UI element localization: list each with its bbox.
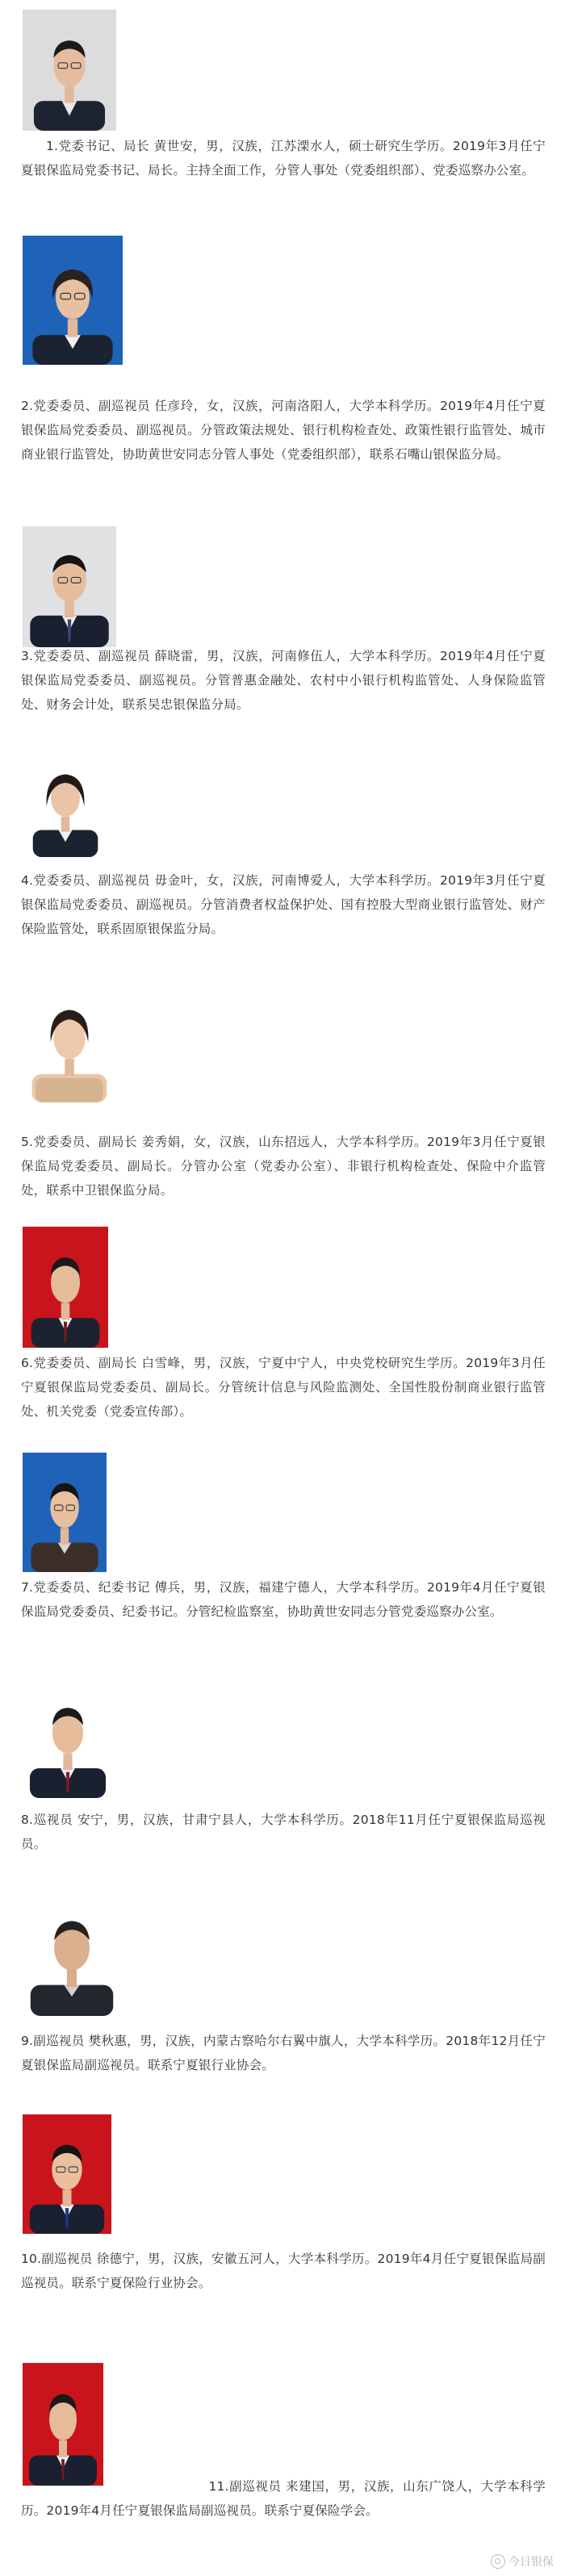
official-bio-8: 8.巡视员 安宁，男，汉族，甘肃宁县人，大学本科学历。2018年11月任宁夏银保监局巡视员。 xyxy=(21,1813,546,1851)
official-bio-5: 5.党委委员、副局长 姜秀娟，女，汉族，山东招远人，大学本科学历。2019年3月任宁夏银保监局党委委员、副局长。分管办公室（党委办公室）、非银行机构检查处、保险中介监管处，联系中卫银保监分局。 xyxy=(21,1135,546,1198)
wechat-account-icon xyxy=(491,2554,505,2569)
official-bio-10: 10.副巡视员 徐德宁，男，汉族，安徽五河人，大学本科学历。2019年4月任宁夏银保监局副巡视员。联系宁夏保险行业协会。 xyxy=(21,2252,546,2290)
watermark-text: 今日银保 xyxy=(508,2556,554,2569)
official-bio-9: 9.副巡视员 樊秋惠，男，汉族，内蒙古察哈尔右翼中旗人，大学本科学历。2018年12月任宁夏银保监局副巡视员。联系宁夏银行业协会。 xyxy=(21,2034,546,2072)
official-portrait-3 xyxy=(23,526,116,647)
official-portrait-8 xyxy=(23,1677,113,1798)
official-portrait-6 xyxy=(23,1227,108,1348)
official-portrait-1 xyxy=(23,10,116,131)
official-bio-11: 11.副巡视员 来建国，男，汉族，山东广饶人，大学本科学历。2019年4月任宁夏银保监局副巡视员。联系宁夏保险学会。 xyxy=(21,2479,546,2518)
official-portrait-10 xyxy=(23,2114,111,2234)
official-portrait-9 xyxy=(23,1890,121,2016)
official-portrait-7 xyxy=(23,1453,107,1572)
official-portrait-11 xyxy=(23,2363,103,2486)
official-bio-3: 3.党委委员、副巡视员 薛晓雷，男，汉族，河南修伍人，大学本科学历。2019年4月任宁夏银保监局党委委员、副巡视员。分管普惠金融处、农村中小银行机构监管处、人身保险监管处、财务会计处，联系吴忠银保监分局。 xyxy=(21,649,546,712)
official-portrait-4 xyxy=(23,747,108,857)
official-portrait-2 xyxy=(23,236,123,365)
watermark xyxy=(491,2553,554,2570)
official-bio-7: 7.党委委员、纪委书记 傅兵，男，汉族，福建宁德人，大学本科学历。2019年4月任宁夏银保监局党委委员、纪委书记。分管纪检监察室，协助黄世安同志分管党委巡察办公室。 xyxy=(21,1580,546,1619)
official-bio-6: 6.党委委员、副局长 白雪峰，男，汉族，宁夏中宁人，中央党校研究生学历。2019年3月任宁夏银保监局党委委员、副局长。分管统计信息与风险监测处、全国性股份制商业银行监管处、机关党委（党委宣传部）。 xyxy=(21,1356,546,1419)
official-bio-2: 2.党委委员、副巡视员 任彦玲，女，汉族，河南洛阳人，大学本科学历。2019年4月任宁夏银保监局党委委员、副巡视员。分管政策法规处、银行机构检查处、政策性银行监管处、城市商业银行监管处，协助黄世安同志分管人事处（党委组织部），联系石嘴山银保监分局。 xyxy=(21,399,546,462)
official-bio-4: 4.党委委员、副巡视员 毋金叶，女，汉族，河南博爱人，大学本科学历。2019年3月任宁夏银保监局党委委员、副巡视员。分管消费者权益保护处、国有控股大型商业银行监管处、财产保险监管处，联系固原银保监分局。 xyxy=(21,873,546,936)
official-bio-1: 1.党委书记、局长 黄世安，男，汉族，江苏溧水人，硕士研究生学历。2019年3月任宁夏银保监局党委书记、局长。主持全面工作，分管人事处（党委组织部）、党委巡察办公室。 xyxy=(21,139,546,178)
official-portrait-5 xyxy=(23,980,116,1102)
